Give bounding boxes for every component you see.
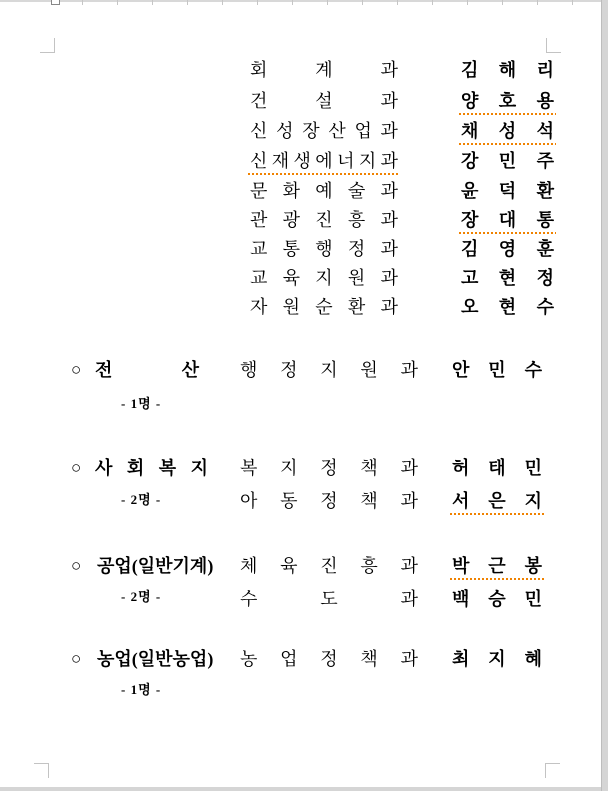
assignment-row [0, 210, 608, 230]
circle-bullet-icon: ○ [71, 649, 82, 668]
char: 도 [320, 589, 338, 609]
appointee-name[interactable] [452, 360, 542, 380]
category-label[interactable] [95, 458, 208, 478]
char: 신 [250, 151, 268, 171]
assignment-row [0, 268, 608, 288]
char: 리 [536, 60, 554, 80]
char: 자 [250, 297, 268, 317]
headcount-label: - 1명 - [121, 396, 162, 411]
department-cell[interactable] [250, 268, 398, 288]
char: 화 [282, 181, 301, 201]
char: 설 [315, 91, 333, 111]
char: 흥 [347, 210, 366, 230]
char: 태 [488, 458, 506, 478]
appointee-name[interactable] [461, 181, 554, 201]
department-cell[interactable] [250, 151, 398, 171]
char: 호 [498, 91, 517, 111]
char: 너 [337, 151, 355, 171]
char: 지 [488, 649, 506, 669]
char: 최 [452, 649, 470, 669]
margin-crop-mark-top-left [40, 38, 55, 53]
char: 산 [181, 360, 199, 380]
char: 수 [240, 589, 258, 609]
char: 지 [190, 458, 208, 478]
char: 지 [315, 268, 333, 288]
char: 원 [360, 360, 378, 380]
char: 회 [126, 458, 145, 478]
char: 지 [320, 360, 338, 380]
department-cell[interactable] [240, 360, 418, 380]
char: 서 [452, 491, 470, 511]
char: 백 [452, 589, 470, 609]
appointee-name[interactable] [452, 491, 542, 511]
char: 육 [282, 268, 301, 288]
char: 과 [400, 491, 418, 511]
char: 건 [250, 91, 268, 111]
char: 과 [380, 181, 398, 201]
char: 현 [498, 268, 517, 288]
char: 과 [400, 458, 418, 478]
char: 과 [380, 91, 398, 111]
department-cell[interactable] [250, 297, 398, 317]
char: 봉 [524, 556, 542, 576]
char: 양 [461, 91, 479, 111]
assignment-row [0, 91, 608, 111]
char: 과 [380, 121, 398, 141]
window-right-edge [601, 0, 608, 791]
char: 민 [488, 360, 506, 380]
category-label[interactable]: 공업(일반기계) [97, 556, 214, 576]
char: 허 [452, 458, 470, 478]
char: 정 [347, 239, 366, 259]
char: 정 [320, 649, 338, 669]
appointee-name[interactable] [452, 649, 542, 669]
char: 예 [315, 181, 333, 201]
char: 생 [293, 151, 311, 171]
char: 농 [240, 649, 258, 669]
char: 윤 [461, 181, 479, 201]
char: 과 [380, 297, 398, 317]
char: 계 [315, 60, 333, 80]
char: 책 [360, 491, 378, 511]
appointee-name[interactable] [452, 458, 542, 478]
char: 용 [536, 91, 554, 111]
appointee-name[interactable] [461, 121, 554, 141]
char: 통 [536, 210, 554, 230]
char: 승 [488, 589, 506, 609]
department-cell[interactable] [240, 491, 418, 511]
category-label[interactable]: 농업(일반농업) [97, 649, 214, 669]
char: 성 [498, 121, 517, 141]
margin-crop-mark-top-right [546, 38, 561, 53]
char: 수 [524, 360, 542, 380]
assignment-row [0, 239, 608, 259]
char: 책 [360, 458, 378, 478]
circle-bullet-icon: ○ [71, 458, 82, 477]
char: 과 [400, 589, 418, 609]
char: 진 [315, 210, 333, 230]
appointee-name[interactable] [461, 210, 554, 230]
department-cell[interactable] [240, 649, 418, 669]
char: 과 [380, 151, 398, 171]
char: 대 [498, 210, 517, 230]
char: 과 [380, 210, 398, 230]
char: 통 [282, 239, 301, 259]
appointee-name[interactable] [461, 151, 554, 171]
ruler-margin-marker[interactable] [51, 0, 60, 5]
department-cell[interactable] [250, 210, 398, 230]
char: 순 [315, 297, 333, 317]
department-cell[interactable] [250, 91, 398, 111]
char: 복 [158, 458, 177, 478]
char: 과 [380, 239, 398, 259]
char: 복 [240, 458, 258, 478]
char: 민 [524, 458, 542, 478]
char: 재 [271, 151, 290, 171]
char: 훈 [536, 239, 554, 259]
appointee-name[interactable] [461, 60, 554, 80]
appointee-name[interactable] [452, 589, 542, 609]
char: 아 [240, 491, 258, 511]
char: 육 [280, 556, 298, 576]
headcount-label: - 1명 - [121, 682, 162, 697]
appointee-name[interactable] [461, 268, 554, 288]
margin-crop-mark-bottom-left [34, 763, 49, 778]
char: 교 [250, 239, 268, 259]
char: 환 [347, 297, 366, 317]
char: 과 [400, 360, 418, 380]
char: 산 [328, 121, 346, 141]
window-bottom-edge [0, 787, 601, 791]
appointee-name[interactable] [452, 556, 542, 576]
char: 근 [488, 556, 506, 576]
circle-bullet-icon: ○ [71, 360, 82, 379]
department-cell[interactable] [250, 60, 398, 80]
department-cell[interactable] [250, 181, 398, 201]
char: 현 [498, 297, 517, 317]
char: 행 [315, 239, 333, 259]
department-cell[interactable] [250, 121, 398, 141]
char: 정 [536, 268, 554, 288]
char: 교 [250, 268, 268, 288]
char: 행 [240, 360, 258, 380]
char: 원 [282, 297, 301, 317]
char: 지 [358, 151, 377, 171]
char: 강 [461, 151, 479, 171]
char: 흥 [360, 556, 378, 576]
department-cell[interactable] [250, 239, 398, 259]
char: 전 [95, 360, 113, 380]
char: 채 [461, 121, 479, 141]
char: 업 [280, 649, 298, 669]
department-cell[interactable] [240, 458, 418, 478]
char: 신 [250, 121, 268, 141]
assignment-row [0, 297, 608, 317]
assignment-row [0, 60, 608, 80]
char: 주 [536, 151, 554, 171]
char: 수 [536, 297, 554, 317]
char: 박 [452, 556, 470, 576]
char: 진 [320, 556, 338, 576]
char: 정 [320, 491, 338, 511]
char: 원 [347, 268, 366, 288]
char: 고 [461, 268, 479, 288]
char: 관 [250, 210, 268, 230]
char: 김 [461, 239, 479, 259]
category-label[interactable] [95, 360, 199, 380]
char: 체 [240, 556, 258, 576]
char: 은 [488, 491, 506, 511]
char: 과 [400, 649, 418, 669]
char: 동 [280, 491, 298, 511]
appointee-name[interactable] [461, 297, 554, 317]
char: 민 [498, 151, 517, 171]
circle-bullet-icon: ○ [71, 556, 82, 575]
margin-crop-mark-bottom-right [545, 763, 560, 778]
char: 민 [524, 589, 542, 609]
char: 성 [276, 121, 294, 141]
department-cell[interactable] [240, 556, 418, 576]
char: 사 [95, 458, 113, 478]
char: 김 [461, 60, 479, 80]
headcount-label: - 2명 - [121, 589, 162, 604]
char: 회 [250, 60, 268, 80]
char: 광 [282, 210, 301, 230]
char: 에 [315, 151, 333, 171]
char: 오 [461, 297, 479, 317]
assignment-row [0, 121, 608, 141]
char: 정 [320, 458, 338, 478]
char: 영 [498, 239, 517, 259]
char: 술 [347, 181, 366, 201]
char: 과 [380, 60, 398, 80]
department-cell[interactable] [240, 589, 418, 609]
char: 안 [452, 360, 470, 380]
char: 석 [536, 121, 554, 141]
char: 지 [524, 491, 542, 511]
char: 해 [498, 60, 517, 80]
char: 지 [280, 458, 298, 478]
char: 장 [461, 210, 479, 230]
assignment-row [0, 151, 608, 171]
char: 장 [302, 121, 320, 141]
char: 정 [280, 360, 298, 380]
char: 과 [380, 268, 398, 288]
ruler-tick-marks [48, 0, 576, 5]
appointee-name[interactable] [461, 91, 554, 111]
char: 업 [354, 121, 372, 141]
headcount-label: - 2명 - [121, 492, 162, 507]
char: 문 [250, 181, 268, 201]
char: 과 [400, 556, 418, 576]
char: 책 [360, 649, 378, 669]
char: 덕 [498, 181, 517, 201]
appointee-name[interactable] [461, 239, 554, 259]
char: 혜 [524, 649, 542, 669]
assignment-row [0, 181, 608, 201]
char: 환 [536, 181, 554, 201]
